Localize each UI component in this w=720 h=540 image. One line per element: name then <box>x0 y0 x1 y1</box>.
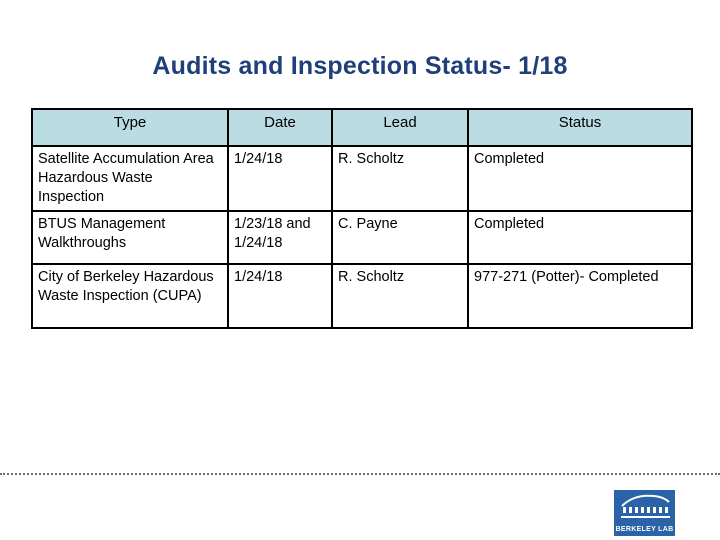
cell-type: City of Berkeley Hazardous Waste Inspection (CUPA) <box>32 264 228 328</box>
cell-date: 1/24/18 <box>228 264 332 328</box>
berkeley-lab-logo <box>614 490 675 536</box>
cell-lead: R. Scholtz <box>332 264 468 328</box>
cell-lead: R. Scholtz <box>332 146 468 211</box>
cell-date: 1/24/18 <box>228 146 332 211</box>
cell-lead: C. Payne <box>332 211 468 264</box>
table-header-row <box>32 109 692 146</box>
column-header-lead: Lead <box>332 109 468 146</box>
column-header-status: Status <box>468 109 692 146</box>
cell-type: Satellite Accumulation Area Hazardous Waste Inspection <box>32 146 228 211</box>
column-header-date: Date <box>228 109 332 146</box>
cell-date: 1/23/18 and 1/24/18 <box>228 211 332 264</box>
table-row <box>32 146 692 211</box>
logo-text: BERKELEY LAB <box>615 526 674 533</box>
cell-status: Completed <box>468 146 692 211</box>
column-header-type: Type <box>32 109 228 146</box>
cell-type: BTUS Management Walkthroughs <box>32 211 228 264</box>
table-row <box>32 264 692 328</box>
audit-status-table <box>31 108 693 329</box>
cell-status: 977-271 (Potter)- Completed <box>468 264 692 328</box>
table-row <box>32 211 692 264</box>
footer-divider <box>0 473 720 475</box>
slide-title: Audits and Inspection Status- 1/18 <box>152 52 568 80</box>
cell-status: Completed <box>468 211 692 264</box>
